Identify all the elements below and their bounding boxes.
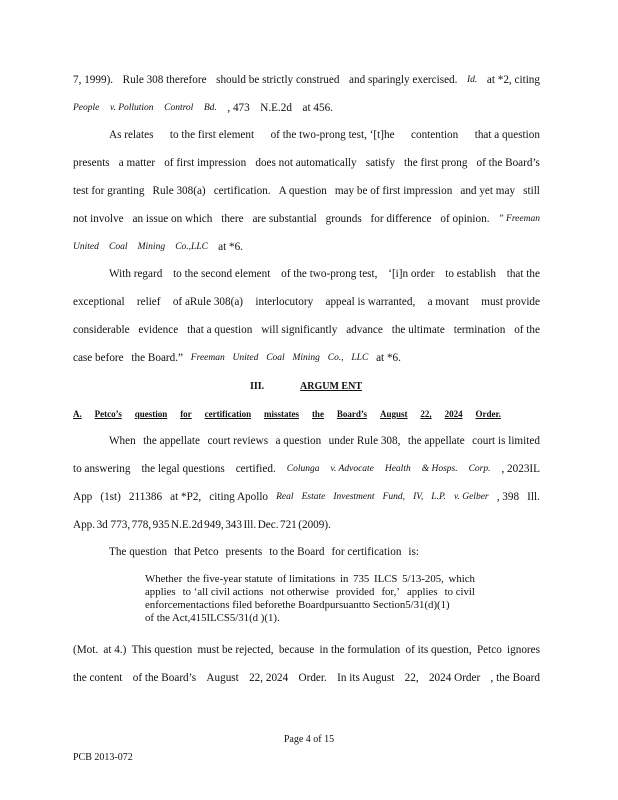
docket-number: PCB 2013-072 bbox=[73, 752, 133, 763]
section-title: ARGUM ENT bbox=[300, 381, 362, 392]
text-line: With regard to the second element of the two-prong test, ‘[i]n order to establish that the bbox=[109, 268, 540, 280]
text-line: the content of the Board’s August 22, 2024 Order. In its August 22, 2024 Order , the Board bbox=[73, 672, 540, 684]
text-line: presents a matter of first impression does not automatically satisfy the first prong of the Board’s bbox=[73, 157, 540, 169]
text-line: App (1st) 211386 at *P2, citing Apollo Real Estate Investment Fund, IV, L.P. v. Gelber , 398 Ill. bbox=[73, 491, 540, 503]
block-quote bbox=[145, 573, 475, 625]
section-heading bbox=[250, 380, 370, 394]
quote-line: Whether the five-year statute of limitations in 735 ILCS 5/13-205, which bbox=[145, 573, 475, 585]
text-line: considerable evidence that a question will significantly advance the ultimate termination of the bbox=[73, 324, 540, 336]
text-line: 7, 1999). Rule 308 therefore should be strictly construed and sparingly exercised. Id. at *2, citing bbox=[73, 74, 540, 86]
text-line: case before the Board.” Freeman United Coal Mining Co., LLC at *6. bbox=[73, 352, 401, 364]
text-line: As relates to the first element of the two-prong test, ‘[t]he contention that a question bbox=[109, 129, 540, 141]
text-line: test for granting Rule 308(a) certification. A question may be of first impression and yet may still bbox=[73, 185, 540, 197]
text-line: App. 3d 773, 778, 935 N.E.2d 949, 343 Ill. Dec. 721 (2009). bbox=[73, 519, 331, 531]
text-line: When the appellate court reviews a question under Rule 308, the appellate court is limited bbox=[109, 435, 540, 447]
subheading-a: A. Petco’s question for certification misstates the Board’s August 22, 2024 Order. bbox=[73, 409, 501, 419]
text-line: not involve an issue on which there are substantial grounds for difference of opinion. ” Freeman bbox=[73, 213, 540, 225]
text-line: exceptional relief of aRule 308(a) interlocutory appeal is warranted, a movant must provide bbox=[73, 296, 540, 308]
quote-line: enforcement actions filed before the Board pursuant to Section 5/31(d)(1) bbox=[145, 599, 450, 611]
quote-intro: The question that Petco presents to the Board for certification is: bbox=[109, 546, 419, 558]
text-line: (Mot. at 4.) This question must be rejected, because in the formulation of its question, Petco ignores bbox=[73, 644, 540, 656]
quote-line: applies to ‘all civil actions not otherwise provided for,’ applies to civil bbox=[145, 586, 475, 598]
text-line: People v. Pollution Control Bd. , 473 N.E.2d at 456. bbox=[73, 102, 333, 114]
page-number: Page 4 of 15 bbox=[283, 734, 335, 745]
quote-line: of the Act, 415 ILCS 5/31(d )(1). bbox=[145, 612, 280, 624]
text-line: to answering the legal questions certified. Colunga v. Advocate Health & Hosps. Corp. , 2023IL bbox=[73, 463, 540, 475]
text-line: United Coal Mining Co.,LLC at *6. bbox=[73, 241, 243, 253]
section-number: III. bbox=[250, 381, 265, 392]
